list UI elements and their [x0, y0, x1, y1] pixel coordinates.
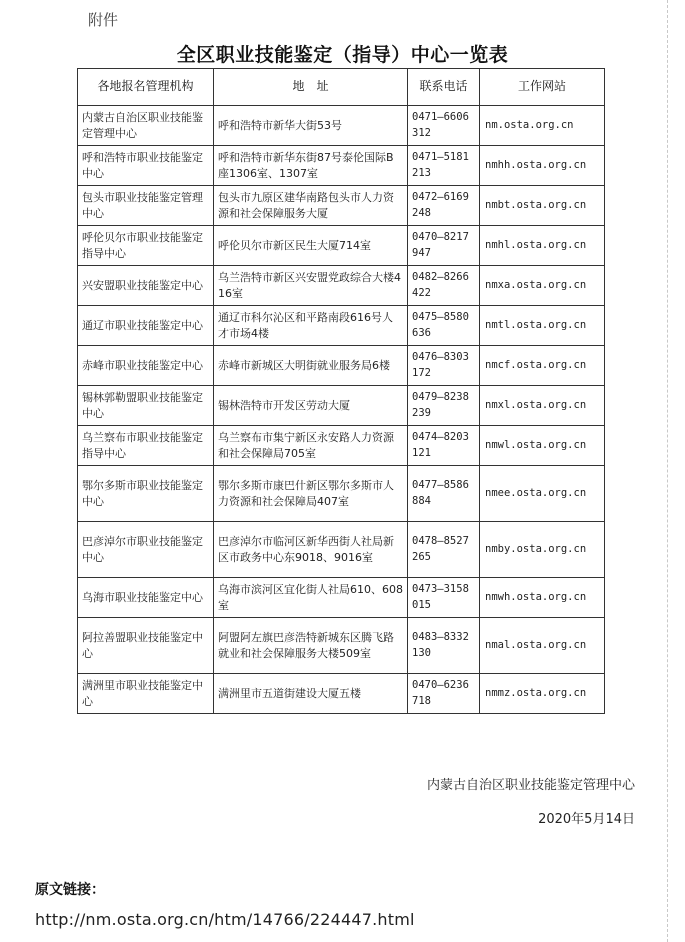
- cell-phone: 0472—6169248: [408, 186, 480, 226]
- cell-website[interactable]: nmal.osta.org.cn: [480, 618, 605, 674]
- cell-phone: 0471—5181213: [408, 146, 480, 186]
- table-row: [78, 466, 605, 522]
- cell-address: 乌海市滨河区宜化街人社局610、608室: [214, 578, 408, 618]
- header-organization: 各地报名管理机构: [78, 69, 214, 106]
- cell-phone: 0478—8527265: [408, 522, 480, 578]
- cell-website[interactable]: nmbt.osta.org.cn: [480, 186, 605, 226]
- table-row: [78, 106, 605, 146]
- cell-address: 乌兰浩特市新区兴安盟党政综合大楼416室: [214, 266, 408, 306]
- cell-website[interactable]: nmby.osta.org.cn: [480, 522, 605, 578]
- cell-address: 乌兰察布市集宁新区永安路人力资源和社会保障局705室: [214, 426, 408, 466]
- cell-website[interactable]: nmtl.osta.org.cn: [480, 306, 605, 346]
- cell-address: 呼和浩特市新华东街87号泰伦国际B座1306室、1307室: [214, 146, 408, 186]
- table-row: [78, 266, 605, 306]
- table-body: [78, 106, 605, 714]
- cell-phone: 0483—8332130: [408, 618, 480, 674]
- cell-organization: 乌兰察布市职业技能鉴定指导中心: [78, 426, 214, 466]
- cell-website[interactable]: nmhh.osta.org.cn: [480, 146, 605, 186]
- table-row: [78, 426, 605, 466]
- cell-organization: 乌海市职业技能鉴定中心: [78, 578, 214, 618]
- cell-organization: 呼和浩特市职业技能鉴定中心: [78, 146, 214, 186]
- cell-address: 呼伦贝尔市新区民生大厦714室: [214, 226, 408, 266]
- cell-address: 巴彦淖尔市临河区新华西街人社局新区市政务中心东9018、9016室: [214, 522, 408, 578]
- cell-phone: 0474—8203121: [408, 426, 480, 466]
- table-row: [78, 578, 605, 618]
- cell-website[interactable]: nmhl.osta.org.cn: [480, 226, 605, 266]
- cell-address: 鄂尔多斯市康巴什新区鄂尔多斯市人力资源和社会保障局407室: [214, 466, 408, 522]
- cell-organization: 内蒙古自治区职业技能鉴定管理中心: [78, 106, 214, 146]
- cell-organization: 阿拉善盟职业技能鉴定中心: [78, 618, 214, 674]
- cell-website[interactable]: nm.osta.org.cn: [480, 106, 605, 146]
- cell-address: 阿盟阿左旗巴彦浩特新城东区腾飞路就业和社会保障服务大楼509室: [214, 618, 408, 674]
- cell-phone: 0476—8303172: [408, 346, 480, 386]
- cell-organization: 赤峰市职业技能鉴定中心: [78, 346, 214, 386]
- cell-address: 锡林浩特市开发区劳动大厦: [214, 386, 408, 426]
- cell-website[interactable]: nmxl.osta.org.cn: [480, 386, 605, 426]
- cell-phone: 0482—8266422: [408, 266, 480, 306]
- cell-organization: 通辽市职业技能鉴定中心: [78, 306, 214, 346]
- table-row: [78, 522, 605, 578]
- cell-organization: 呼伦贝尔市职业技能鉴定指导中心: [78, 226, 214, 266]
- signing-date: 2020年5月14日: [538, 812, 635, 827]
- cell-organization: 包头市职业技能鉴定管理中心: [78, 186, 214, 226]
- cell-address: 呼和浩特市新华大街53号: [214, 106, 408, 146]
- cell-organization: 满洲里市职业技能鉴定中心: [78, 674, 214, 714]
- cell-phone: 0470—8217947: [408, 226, 480, 266]
- table-row: [78, 186, 605, 226]
- cell-website[interactable]: nmxa.osta.org.cn: [480, 266, 605, 306]
- table-row: [78, 226, 605, 266]
- signing-organization: 内蒙古自治区职业技能鉴定管理中心: [426, 778, 635, 793]
- source-link-url[interactable]: http://nm.osta.org.cn/htm/14766/224447.html: [35, 910, 415, 929]
- header-address: 地 址: [214, 69, 408, 106]
- table-row: [78, 674, 605, 714]
- cell-organization: 锡林郭勒盟职业技能鉴定中心: [78, 386, 214, 426]
- header-website: 工作网站: [480, 69, 605, 106]
- cell-phone: 0471—6606312: [408, 106, 480, 146]
- document-title: 全区职业技能鉴定（指导）中心一览表: [176, 44, 509, 66]
- header-phone: 联系电话: [408, 69, 480, 106]
- table-row: [78, 386, 605, 426]
- cell-organization: 巴彦淖尔市职业技能鉴定中心: [78, 522, 214, 578]
- cell-address: 满洲里市五道街建设大厦五楼: [214, 674, 408, 714]
- cell-phone: 0473—3158015: [408, 578, 480, 618]
- cell-address: 赤峰市新城区大明街就业服务局6楼: [214, 346, 408, 386]
- cell-website[interactable]: nmwh.osta.org.cn: [480, 578, 605, 618]
- cell-phone: 0477—8586884: [408, 466, 480, 522]
- source-link-label: 原文链接：: [35, 882, 105, 898]
- cell-phone: 0470—6236718: [408, 674, 480, 714]
- cell-website[interactable]: nmmz.osta.org.cn: [480, 674, 605, 714]
- cell-address: 包头市九原区建华南路包头市人力资源和社会保障服务大厦: [214, 186, 408, 226]
- table-row: [78, 346, 605, 386]
- cell-phone: 0479—8238239: [408, 386, 480, 426]
- cell-website[interactable]: nmee.osta.org.cn: [480, 466, 605, 522]
- table-row: [78, 306, 605, 346]
- cell-phone: 0475—8580636: [408, 306, 480, 346]
- table-row: [78, 618, 605, 674]
- attachment-label: 附件: [88, 11, 119, 29]
- cell-website[interactable]: nmwl.osta.org.cn: [480, 426, 605, 466]
- centers-table: [77, 68, 605, 714]
- table-row: [78, 146, 605, 186]
- table-header-row: [78, 69, 605, 106]
- cell-organization: 兴安盟职业技能鉴定中心: [78, 266, 214, 306]
- cell-website[interactable]: nmcf.osta.org.cn: [480, 346, 605, 386]
- cell-organization: 鄂尔多斯市职业技能鉴定中心: [78, 466, 214, 522]
- cell-address: 通辽市科尔沁区和平路南段616号人才市场4楼: [214, 306, 408, 346]
